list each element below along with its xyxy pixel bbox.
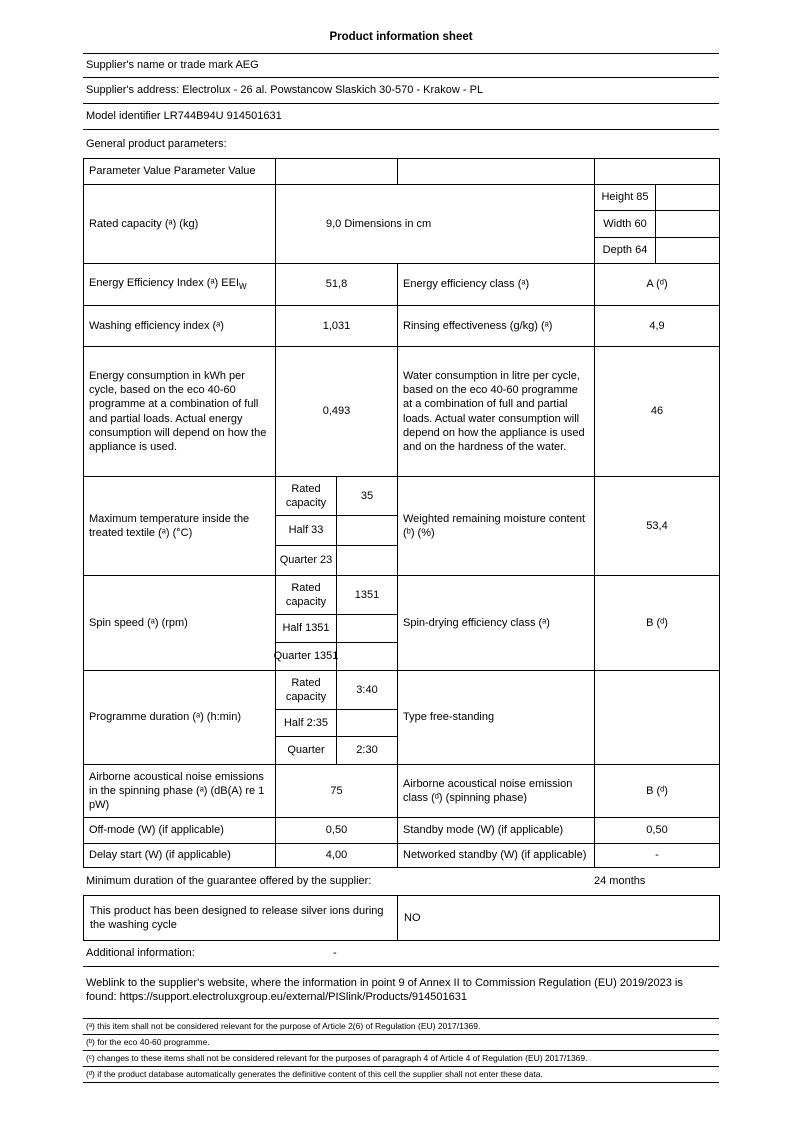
duration-rated-value: 3:40	[337, 671, 397, 710]
water-consumption-label: Water consumption in litre per cycle, based on the eco 40-60 programme at a combination of full and partial loads. Actual water consumption will depend on how the appliance is used and on the hardness of the water.	[398, 347, 595, 477]
programme-duration-row	[84, 671, 720, 765]
footnote-a: (ᵃ) this item shall not be considered relevant for the purpose of Article 2(6) of Regulation (EU) 2017/1369.	[83, 1019, 719, 1035]
empty-subcell	[656, 185, 719, 211]
general-parameters-heading	[83, 130, 719, 158]
spin-half: Half 1351	[276, 615, 337, 643]
energy-class-label: Energy efficiency class (ᵃ)	[398, 264, 595, 306]
programme-duration-label: Programme duration (ᵃ) (h:min)	[84, 671, 276, 765]
duration-subtable	[276, 671, 397, 764]
delay-start-value: 4,00	[276, 844, 398, 868]
energy-class-value: A (ᵈ)	[595, 264, 720, 306]
rinsing-effectiveness-value: 4,9	[595, 306, 720, 347]
empty-subcell	[337, 516, 397, 546]
footnote-d: (ᵈ) if the product database automatically generates the definitive content of this cell the supplier shall not enter these data.	[83, 1067, 719, 1083]
water-consumption-value: 46	[595, 347, 720, 477]
guarantee-value: 24 months	[594, 875, 646, 888]
spin-speed-subtable-cell	[273, 576, 398, 671]
supplier-name-row	[83, 53, 719, 78]
additional-info-value: -	[333, 947, 337, 960]
washing-efficiency-value: 1,031	[276, 306, 398, 347]
document-content	[83, 0, 719, 1083]
general-parameters-text: General product parameters:	[86, 137, 227, 150]
empty-cell	[276, 159, 398, 185]
silver-ions-value: NO	[398, 896, 720, 941]
delay-start-row	[84, 844, 720, 868]
noise-row	[84, 765, 720, 818]
duration-quarter-label: Quarter	[276, 737, 337, 764]
energy-consumption-row	[84, 347, 720, 477]
max-temperature-row	[84, 477, 720, 576]
empty-cell	[398, 159, 595, 185]
rinsing-effectiveness-label: Rinsing effectiveness (g/kg) (ᵃ)	[398, 306, 595, 347]
guarantee-row	[83, 868, 719, 895]
dimension-width: Width 60	[595, 211, 656, 238]
networked-standby-label: Networked standby (W) (if applicable)	[398, 844, 595, 868]
empty-subcell	[656, 238, 719, 263]
rated-capacity-label: Rated capacity (ᵃ) (kg)	[84, 185, 276, 264]
eei-value: 51,8	[276, 264, 398, 306]
eei-label-main: Energy Efficiency Index (ᵃ) EEI	[89, 277, 240, 290]
dimensions-subtable	[595, 185, 719, 263]
model-identifier-text: Model identifier LR744B94U 914501631	[86, 110, 282, 123]
empty-cell	[595, 671, 720, 765]
energy-consumption-value: 0,493	[276, 347, 398, 477]
max-temp-rated-value: 35	[337, 477, 397, 516]
page-title: Product information sheet	[329, 31, 473, 43]
standby-mode-value: 0,50	[595, 818, 720, 844]
table-header-cell: Parameter Value Parameter Value	[84, 159, 276, 185]
max-temperature-subtable	[276, 477, 397, 575]
product-parameters-table	[83, 158, 720, 868]
footnote-b: (ᵇ) for the eco 40-60 programme.	[83, 1035, 719, 1051]
spin-speed-row	[84, 576, 720, 671]
off-mode-row	[84, 818, 720, 844]
empty-cell	[595, 159, 720, 185]
moisture-content-value: 53,4	[595, 477, 720, 576]
supplier-address-row	[83, 78, 719, 104]
type-label: Type free-standing	[398, 671, 595, 765]
off-mode-value: 0,50	[276, 818, 398, 844]
spin-speed-label: Spin speed (ᵃ) (rpm)	[84, 576, 276, 671]
noise-emissions-label: Airborne acoustical noise emissions in the spinning phase (ᵃ) (dB(A) re 1 pW)	[84, 765, 276, 818]
networked-standby-value: -	[595, 844, 720, 868]
max-temperature-label: Maximum temperature inside the treated textile (ᵃ) (°C)	[84, 477, 276, 576]
empty-subcell	[337, 710, 397, 737]
duration-subtable-cell	[276, 671, 398, 765]
supplier-name-text: Supplier's name or trade mark AEG	[86, 59, 259, 72]
noise-emissions-value: 75	[276, 765, 398, 818]
max-temp-rated-label: Rated capacity	[276, 477, 337, 516]
duration-half: Half 2:35	[276, 710, 337, 737]
off-mode-label: Off-mode (W) (if applicable)	[84, 818, 276, 844]
empty-subcell	[337, 643, 397, 670]
washing-efficiency-label: Washing efficiency index (ᵃ)	[84, 306, 276, 347]
energy-consumption-label: Energy consumption in kWh per cycle, based on the eco 40-60 programme at a combination of full and partial loads. Actual energy consumption will depend on how the appliance is used.	[84, 347, 276, 477]
additional-info-row	[83, 941, 719, 967]
rated-capacity-row	[84, 185, 720, 264]
spin-speed-subtable	[273, 576, 397, 670]
spin-drying-class-value: B (ᵈ)	[595, 576, 720, 671]
empty-subcell	[337, 546, 397, 575]
rated-capacity-value: 9,0 Dimensions in cm	[276, 185, 595, 264]
guarantee-label: Minimum duration of the guarantee offered by the supplier:	[86, 875, 372, 888]
spin-quarter: Quarter 1351	[276, 643, 337, 670]
noise-class-value: B (ᵈ)	[595, 765, 720, 818]
dimension-depth: Depth 64	[595, 238, 656, 263]
eei-label-subscript: W	[239, 282, 247, 292]
silver-ions-row	[84, 896, 720, 941]
supplier-address-text: Supplier's address: Electrolux - 26 al. Powstancow Slaskich 30-570 - Krakow - PL	[86, 84, 484, 97]
standby-mode-label: Standby mode (W) (if applicable)	[398, 818, 595, 844]
weblink-paragraph: Weblink to the supplier's website, where the information in point 9 of Annex II to Commission Regulation (EU) 2019/2023 is found: https://support.electroluxgroup.eu/external/PISlink/Products/914501631	[83, 967, 719, 1019]
spin-drying-class-label: Spin-drying efficiency class (ᵃ)	[398, 576, 595, 671]
footnote-c: (ᶜ) changes to these items shall not be considered relevant for the purposes of paragraph 4 of Article 4 of Regulation (EU) 2017/1369.	[83, 1051, 719, 1067]
duration-rated-label: Rated capacity	[276, 671, 337, 710]
dimensions-cell	[595, 185, 720, 264]
noise-class-label: Airborne acoustical noise emission class (ᵈ) (spinning phase)	[398, 765, 595, 818]
spin-rated-value: 1351	[337, 576, 397, 615]
additional-info-label: Additional information:	[86, 947, 195, 960]
empty-subcell	[337, 615, 397, 643]
eei-label	[84, 264, 276, 306]
moisture-content-label: Weighted remaining moisture content (ᵇ) (%)	[398, 477, 595, 576]
model-identifier-row	[83, 104, 719, 130]
max-temp-half: Half 33	[276, 516, 337, 546]
spin-rated-label: Rated capacity	[276, 576, 337, 615]
silver-ions-label: This product has been designed to release silver ions during the washing cycle	[84, 896, 398, 941]
duration-quarter-value: 2:30	[356, 744, 378, 757]
washing-efficiency-row	[84, 306, 720, 347]
max-temp-quarter: Quarter 23	[276, 546, 337, 575]
empty-subcell	[656, 211, 719, 238]
max-temperature-subtable-cell	[276, 477, 398, 576]
delay-start-label: Delay start (W) (if applicable)	[84, 844, 276, 868]
table-header-row	[84, 159, 720, 185]
dimension-height: Height 85	[595, 185, 656, 211]
eei-row	[84, 264, 720, 306]
silver-ions-table	[83, 895, 720, 941]
